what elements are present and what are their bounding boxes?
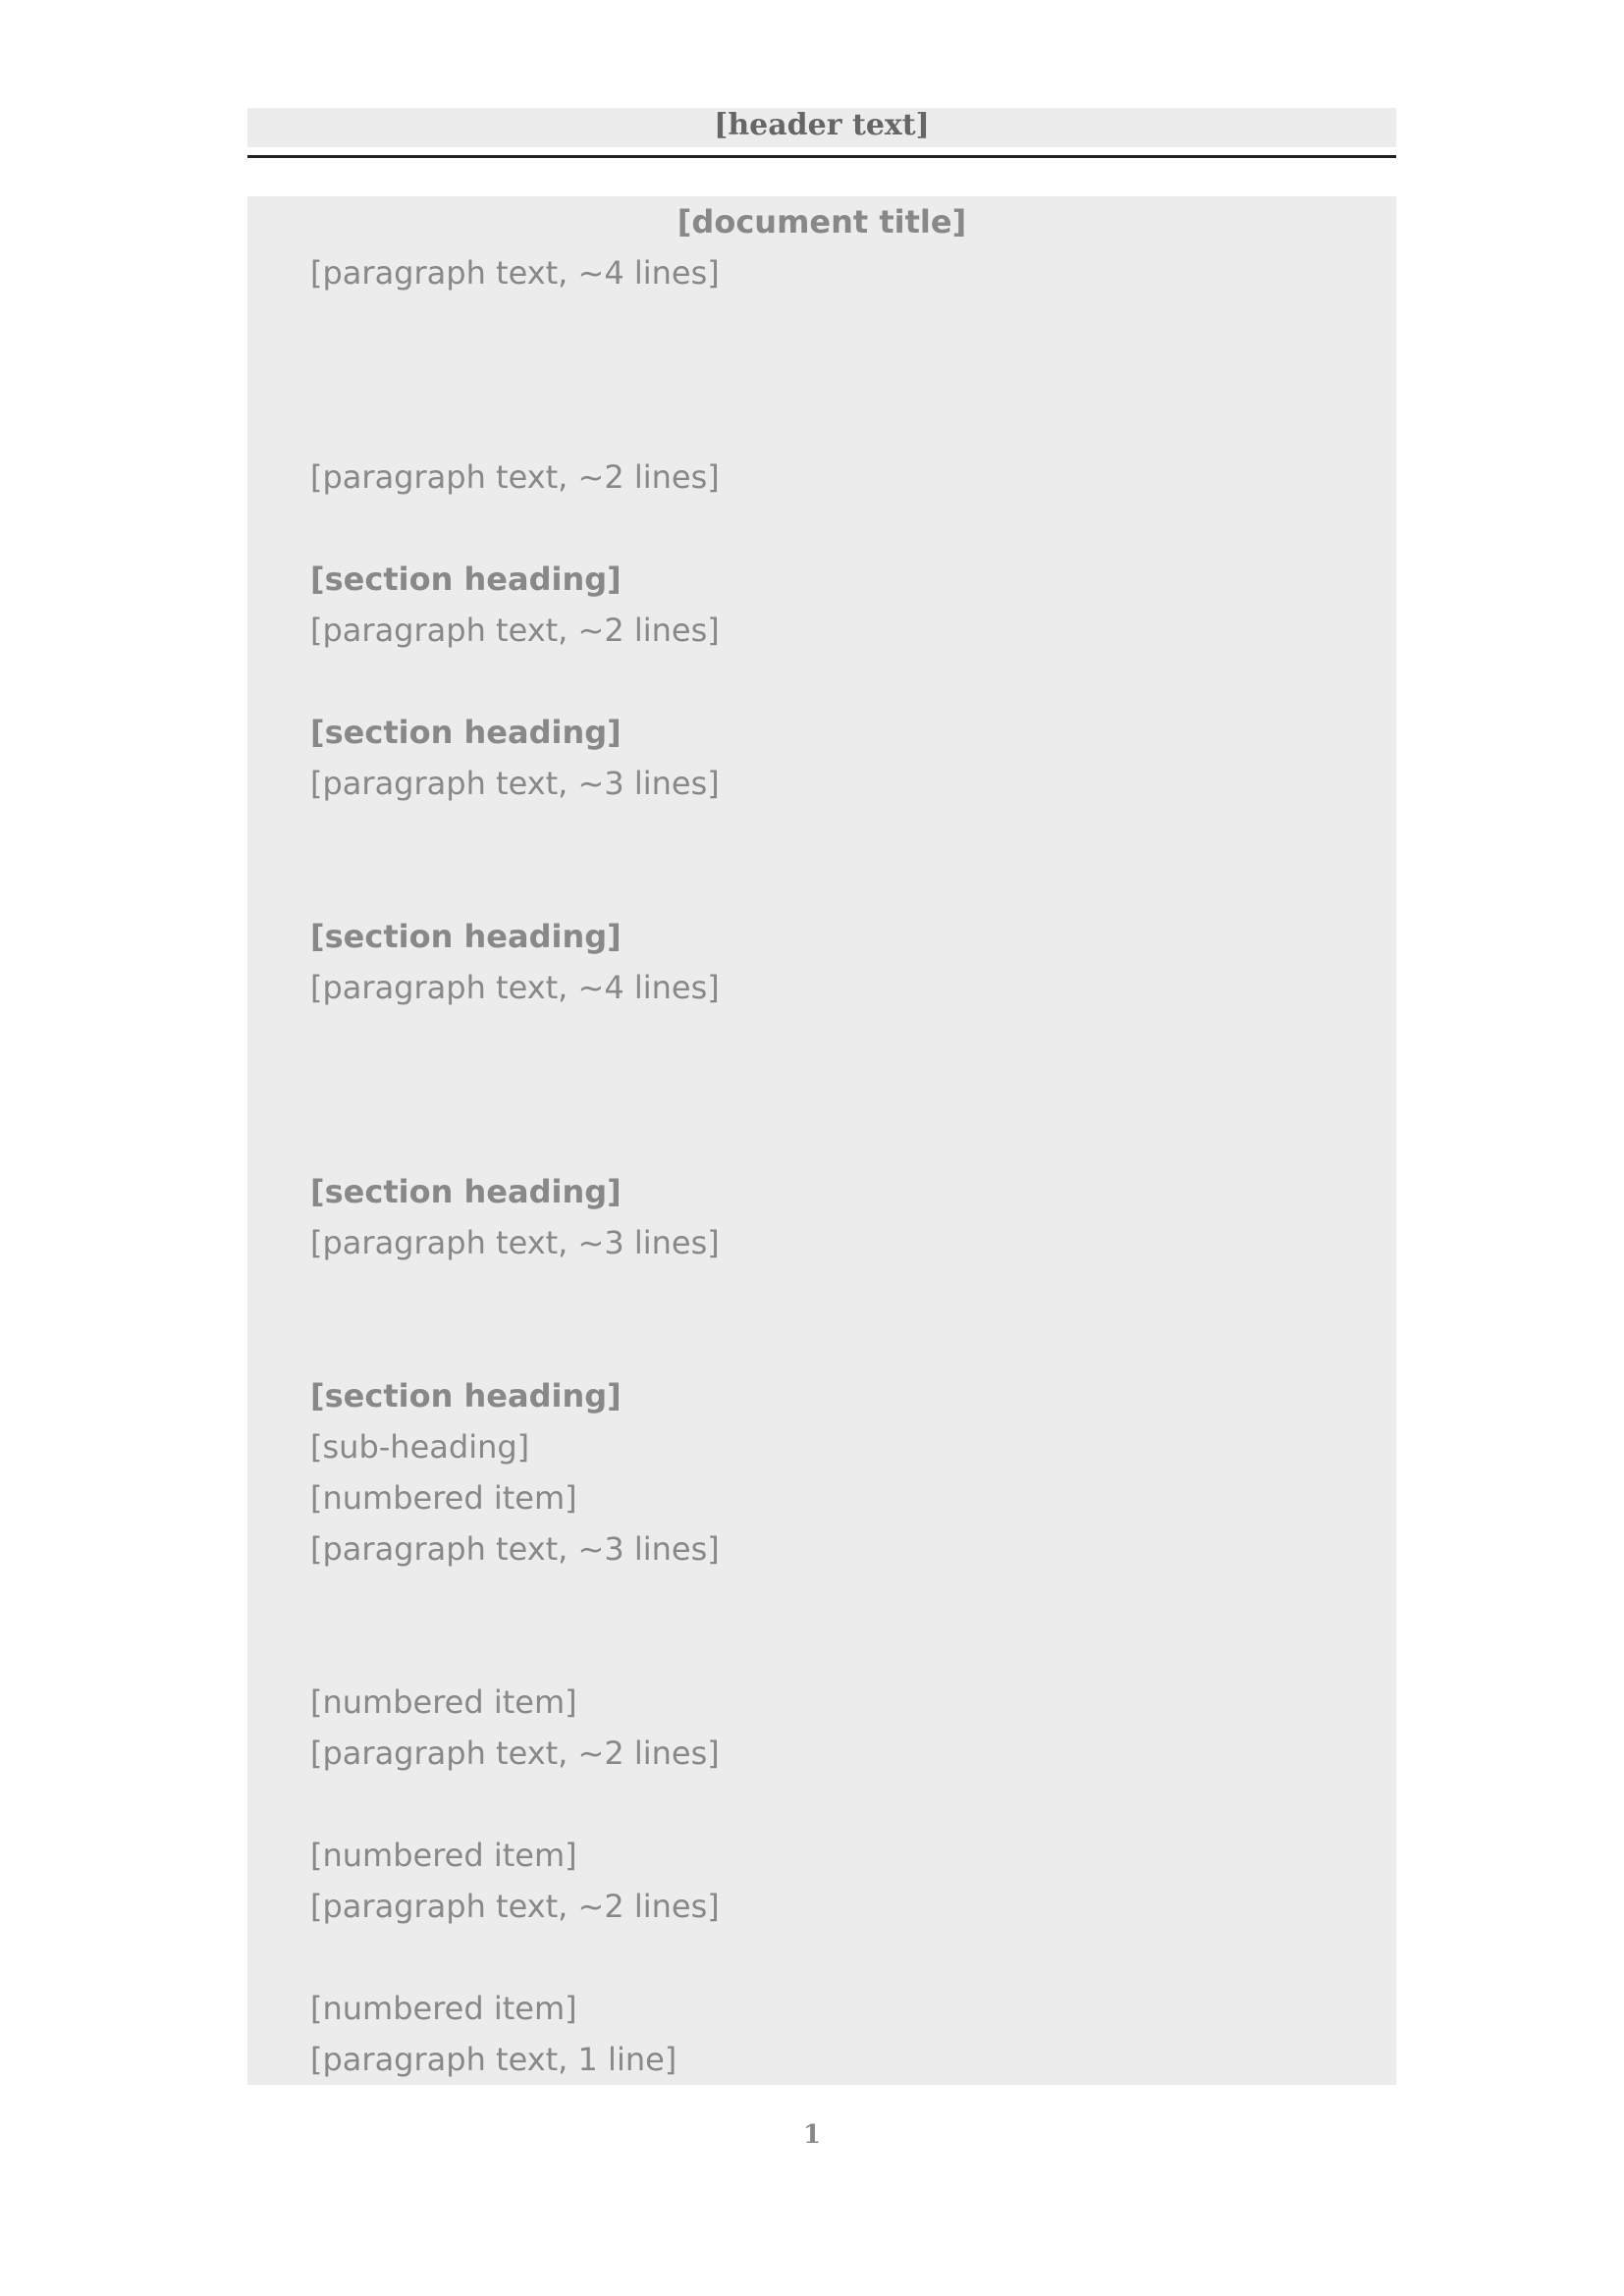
paragraph: [paragraph text, ~2 lines]: [247, 1881, 1396, 1983]
section-heading: [section heading]: [247, 554, 1396, 605]
sub-heading: [sub-heading]: [247, 1421, 1396, 1472]
numbered-item: [numbered item]: [247, 1677, 1396, 1728]
section-heading: [section heading]: [247, 707, 1396, 758]
section-heading: [section heading]: [247, 1370, 1396, 1421]
paragraph: [paragraph text, ~4 lines]: [247, 247, 1396, 452]
paragraph: [paragraph text, ~3 lines]: [247, 758, 1396, 911]
running-header: [header text]: [247, 108, 1396, 147]
paragraph: [paragraph text, ~2 lines]: [247, 1728, 1396, 1830]
paragraph: [paragraph text, ~2 lines]: [247, 452, 1396, 554]
paragraph: [paragraph text, ~2 lines]: [247, 605, 1396, 707]
section-heading: [section heading]: [247, 911, 1396, 962]
paragraph: [paragraph text, ~4 lines]: [247, 962, 1396, 1166]
paragraph: [paragraph text, 1 line]: [247, 2034, 1396, 2085]
section-heading: [section heading]: [247, 1166, 1396, 1217]
paragraph: [paragraph text, ~3 lines]: [247, 1523, 1396, 1677]
numbered-item: [numbered item]: [247, 1830, 1396, 1881]
numbered-item: [numbered item]: [247, 1983, 1396, 2034]
paragraph: [paragraph text, ~3 lines]: [247, 1217, 1396, 1370]
document-title: [document title]: [247, 196, 1396, 247]
header-rule: [247, 155, 1396, 158]
numbered-item: [numbered item]: [247, 1472, 1396, 1523]
page-number: 1: [802, 2120, 822, 2150]
document-body: [247, 196, 1396, 2085]
